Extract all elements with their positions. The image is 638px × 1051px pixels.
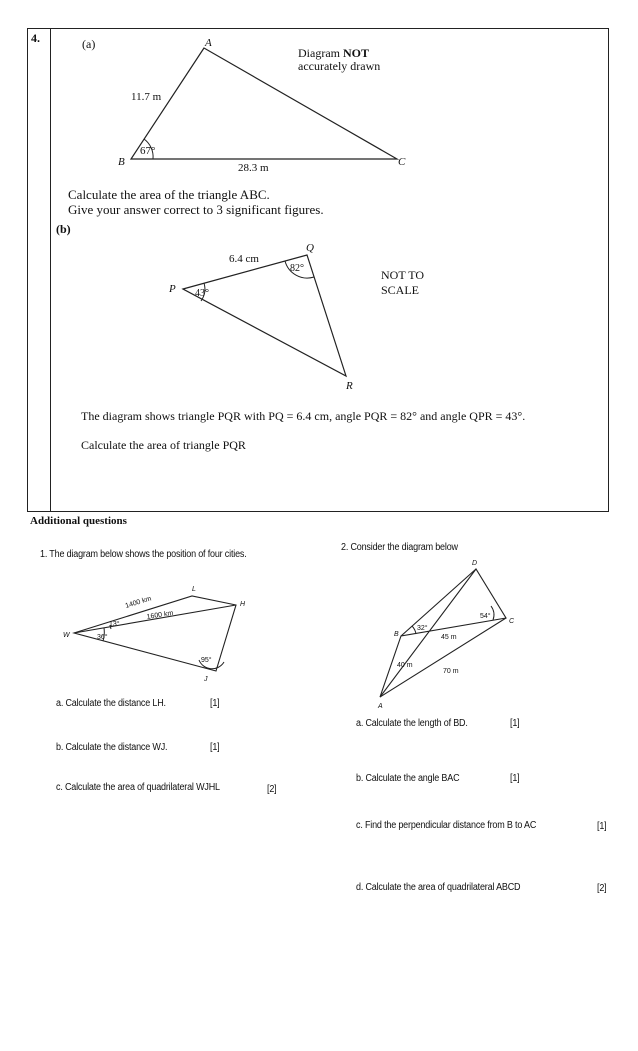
angle-95-label: 95° <box>201 657 212 664</box>
triangle-pqr-diagram <box>160 240 380 395</box>
vertex-h-label: H <box>240 601 246 608</box>
angle-32-arc <box>412 626 416 634</box>
question-number: 4. <box>31 31 40 45</box>
q2-part-a-marks: [1] <box>510 718 520 729</box>
part-b-statement: The diagram shows triangle PQR with PQ = 6.4 cm, angle PQR = 82° and angle QPR = 43°. <box>81 409 526 423</box>
part-b-label: (b) <box>56 222 71 236</box>
part-b-note-line1: NOT TO <box>381 268 425 282</box>
side-wl-label: 1400 km <box>124 595 153 610</box>
part-a-instruction-2: Give your answer correct to 3 significant figures. <box>68 202 324 217</box>
part-b-note-line2: SCALE <box>381 283 420 297</box>
vertex-q-label: Q <box>306 242 314 254</box>
q2-part-c-marks: [1] <box>597 821 607 832</box>
q1-part-b-marks: [1] <box>210 742 220 753</box>
side-bc-45-label: 45 m <box>441 634 457 641</box>
vertex-a-label: A <box>205 37 212 49</box>
q1-part-b: b. Calculate the distance WJ. <box>56 742 168 753</box>
number-column-divider <box>50 28 51 512</box>
side-bc-label: 28.3 m <box>238 162 269 174</box>
vertex-p-label: P <box>169 283 176 295</box>
side-wh-label: 1600 km <box>146 609 174 621</box>
side-pq-label: 6.4 cm <box>229 253 259 265</box>
part-a-note-line2: accurately drawn <box>298 59 381 73</box>
additional-heading: Additional questions <box>30 515 127 527</box>
part-a-note-line1: Diagram NOT <box>298 46 369 60</box>
vertex-r-label: R <box>346 380 353 392</box>
vertex-b2-label: B <box>394 631 399 638</box>
q1-part-c-marks: [2] <box>267 784 277 795</box>
quadrilateral-abcd-outline <box>380 569 506 697</box>
part-a-label: (a) <box>82 37 96 51</box>
q1-part-c: c. Calculate the area of quadrilateral WJHL <box>56 782 220 793</box>
vertex-a2-label: A <box>378 703 383 710</box>
q2-part-a: a. Calculate the length of BD. <box>356 718 468 729</box>
angle-32-label: 32° <box>417 625 428 632</box>
vertex-b-label: B <box>118 156 125 168</box>
vertex-c-label: C <box>398 156 406 168</box>
vertex-j-label: J <box>204 676 208 683</box>
q2-part-d: d. Calculate the area of quadrilateral ABCD <box>356 882 521 893</box>
angle-q-label: 82° <box>290 263 304 274</box>
side-ab-label: 11.7 m <box>131 91 162 103</box>
angle-b-label: 67° <box>140 145 156 157</box>
vertex-l-label: L <box>192 586 196 593</box>
q1-part-a-marks: [1] <box>210 698 220 709</box>
triangle-pqr <box>183 255 346 376</box>
angle-13-label: 13° <box>109 621 120 628</box>
angle-36-label: 36° <box>97 634 108 641</box>
cities-diagram <box>56 575 266 685</box>
quadrilateral-abcd-diagram <box>360 555 530 710</box>
vertex-w-label: W <box>63 632 70 639</box>
angle-54-arc <box>491 606 494 620</box>
part-b-instruction: Calculate the area of triangle PQR <box>81 438 246 452</box>
angle-p-label: 43° <box>195 288 209 299</box>
q1-part-a: a. Calculate the distance LH. <box>56 698 166 709</box>
side-ab-40-label: 40 m <box>397 662 413 669</box>
q2-intro: 2. Consider the diagram below <box>341 542 458 553</box>
vertex-c2-label: C <box>509 618 515 625</box>
side-ac-70-label: 70 m <box>443 668 459 675</box>
diagonal-ac <box>380 618 506 697</box>
vertex-d-label: D <box>472 560 478 567</box>
q2-part-b: b. Calculate the angle BAC <box>356 773 460 784</box>
q2-part-b-marks: [1] <box>510 773 520 784</box>
angle-54-label: 54° <box>480 613 491 620</box>
q1-intro: 1. The diagram below shows the position of four cities. <box>40 549 247 560</box>
q2-part-d-marks: [2] <box>597 883 607 894</box>
q2-part-c: c. Find the perpendicular distance from B to AC <box>356 820 537 831</box>
part-a-instruction-1: Calculate the area of the triangle ABC. <box>68 187 270 202</box>
